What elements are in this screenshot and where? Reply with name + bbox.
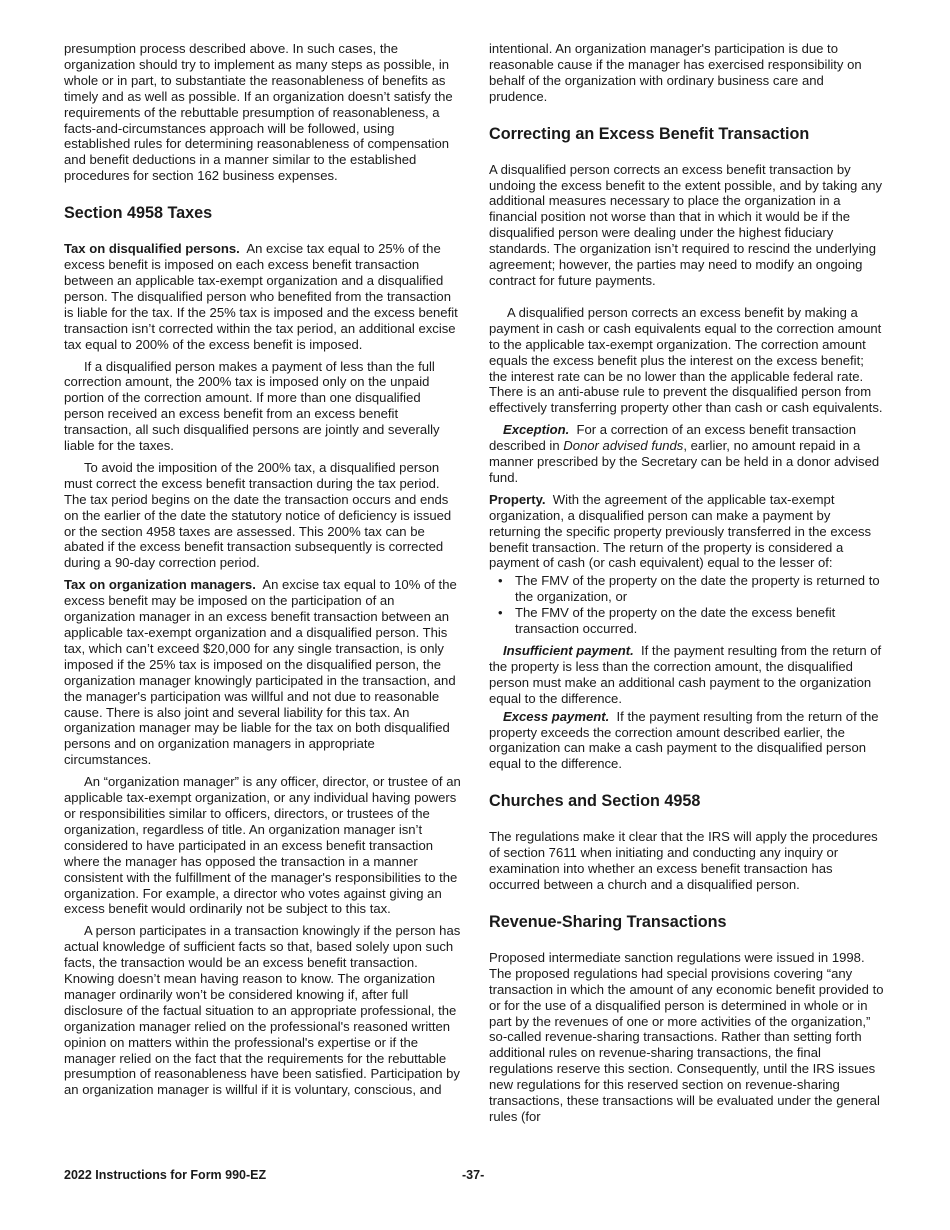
text-exception-1: For a correction of an excess benefit transaction described in <box>489 422 856 454</box>
runin-insufficient-payment: Insufficient payment. <box>503 643 634 658</box>
paragraph-exception <box>489 422 885 486</box>
bullet-icon: • <box>498 605 503 621</box>
paragraph-knowingly: A person participates in a transaction knowingly if the person has actual knowledge of sufficient facts so that, based solely upon such facts, the transaction would be an excess benefit transaction. Knowing doesn’t mean having reason to know. The organization manager ordinarily won’t be considered knowing if, after full disclosure of the factual situation to an appropriate professional, the organization manager relied on the professional's reasoned written opinion on matters within the professional's expertise or if the manager relied on the fact that the requirements for the rebuttable presumption of reasonableness have been satisfied. Participation by an organization manager is willful if it is voluntary, conscious, and <box>64 923 461 1098</box>
list-item <box>489 605 885 637</box>
property-bullet-list <box>489 573 885 637</box>
paragraph-churches: The regulations make it clear that the IRS will apply the procedures of section 7611 when initiating and conducting any inquiry or examination into whether an excess benefit transaction has occurred between a church and a disqualified person. <box>489 829 878 892</box>
paragraph-presumption: presumption process described above. In such cases, the organization should try to implement as many steps as possible, in whole or in part, to substantiate the reasonableness of benefits as timely and as well as possible. If an organization doesn’t satisfy the requirements of the rebuttable presumption of reasonableness, a facts-and-circumstances approach will be followed, using established rules for determining reasonableness of compensation and benefit deductions in a manner similar to the established procedures for section 162 business expenses. <box>64 41 453 184</box>
paragraph-insufficient-payment <box>489 643 885 707</box>
text-property: With the agreement of the applicable tax-exempt organization, a disqualified person can make a payment by returning the specific property previously transferred in the excess benefit transaction. The return of the property is considered a payment of cash (or cash equivalent) equal to the lesser of: <box>489 491 872 571</box>
paragraph-corrects-1: A disqualified person corrects an excess benefit transaction by undoing the excess benefit to the extent possible, and by taking any additional measures necessary to place the organization in a financial position not worse than that in which it would be if the disqualified person were dealing under the highest fiduciary standards. The organization isn’t required to rescind the underlying agreement; however, the parties may need to modify an ongoing contract for future payments. <box>489 161 883 288</box>
text-tax-managers: An excise tax equal to 10% of the excess benefit may be imposed on the participation of an organization manager in an excess benefit transaction between an applicable tax-exempt organization and a disqualified person. This tax, which can’t exceed $20,000 for any single transaction, is only imposed if the 25% tax is imposed on the disqualified person, the organization manager knowingly participated in the transaction, and the manager's participation was willful and not due to reasonable cause. There is also joint and several liability for this tax. An organization manager may be liable for the tax on both disqualified persons and on organization managers in appropriate circumstances. <box>64 577 457 768</box>
paragraph-property <box>489 492 885 572</box>
bullet-text: The FMV of the property on the date the excess benefit transaction occurred. <box>515 605 836 637</box>
text-tax-disqualified: An excise tax equal to 25% of the excess benefit is imposed on each excess benefit transaction between an applicable tax-exempt organization and a disqualified person. The disqualified person who benefited from the transaction is liable for the tax. If the 25% tax is imposed and the excess benefit transaction isn’t corrected within the tax period, an additional excise tax equal to 200% of the excess benefit is imposed. <box>64 241 458 352</box>
paragraph-avoid-tax: To avoid the imposition of the 200% tax, a disqualified person must correct the excess benefit transaction during the tax period. The tax period begins on the date the transaction occurs and ends on the earlier of the date the statutory notice of deficiency is issued or the section 4958 taxes are assessed. This 200% tax can be abated if the excess benefit transaction subsequently is corrected during a 90-day correction period. <box>64 459 452 571</box>
heading-revenue-sharing: Revenue-Sharing Transactions <box>489 912 727 931</box>
heading-correcting: Correcting an Excess Benefit Transaction <box>489 124 810 143</box>
runin-tax-managers: Tax on organization managers. <box>64 577 256 593</box>
paragraph-org-manager-definition: An “organization manager” is any officer, director, or trustee of an applicable tax-exempt organization, or any individual having powers or responsibilities similar to officers, directors, or trustees of the organization, regardless of title. An organization manager isn’t considered to have participated in an excess benefit transaction where the manager has opposed the transaction in a manner consistent with the fulfillment of the manager's responsibilities to the organization. For example, a director who votes against giving an excess benefit would ordinarily not be subject to this tax. <box>64 774 461 917</box>
page-number: -37- <box>462 1168 485 1182</box>
bullet-icon: • <box>498 573 503 589</box>
text-excess-payment: If the payment resulting from the return of the property exceeds the correction amount described earlier, the organization can make a cash payment to the disqualified person equal to the difference. <box>489 708 879 772</box>
runin-excess-payment: Excess payment. <box>503 708 610 724</box>
paragraph-revenue-sharing: Proposed intermediate sanction regulations were issued in 1998. The proposed regulations had special provisions covering “any transaction in which the amount of any economic benefit provided to or for the use of a disqualified person is determined in whole or in part by the revenues of one or more activities of the organization,” so-called revenue-sharing transactions. Rather than setting forth additional rules on revenue-sharing transactions, the final regulations reserve this section. Consequently, until the IRS issues new regulations for this reserved section on revenue-sharing transactions, these transactions will be evaluated under the general rules (for <box>489 949 884 1124</box>
paragraph-full-correction: If a disqualified person makes a payment of less than the full correction amount, the 200% tax is imposed only on the unpaid portion of the correction amount. If more than one disqualified person received an excess benefit from an excess benefit transaction, all such disqualified persons are jointly and severally liable for the taxes. <box>64 358 440 454</box>
runin-property: Property. <box>489 491 546 507</box>
footer-title: 2022 Instructions for Form 990-EZ <box>64 1168 267 1182</box>
list-item <box>489 573 885 605</box>
text-exception-2: , earlier, no amount repaid in a manner prescribed by the Secretary can be held in a donor advised fund. <box>489 438 880 485</box>
text-insufficient-payment: If the payment resulting from the return of the property is less than the correction amount, the disqualified person must make an additional cash payment to the organization equal to the difference. <box>489 643 882 706</box>
paragraph-corrects-2: A disqualified person corrects an excess benefit by making a payment in cash or cash equivalents equal to the correction amount to the applicable tax-exempt organization. The correction amount equals the excess benefit plus the interest on the excess benefit; the interest rate can be no lower than the applicable federal rate. There is an anti-abuse rule to prevent the disqualified person from effectively transferring property other than cash or cash equivalents. <box>489 304 883 416</box>
paragraph-excess-payment <box>489 709 885 773</box>
heading-churches: Churches and Section 4958 <box>489 792 701 811</box>
paragraph-tax-managers <box>64 577 462 768</box>
runin-exception: Exception. <box>503 422 570 438</box>
paragraph-tax-disqualified <box>64 241 462 352</box>
left-column <box>64 41 462 1104</box>
ref-donor-advised-funds: Donor advised funds <box>563 438 684 454</box>
paragraph-intentional: intentional. An organization manager's participation is due to reasonable cause if the manager has exercised responsibility on behalf of the organization with ordinary business care and prudence. <box>489 41 862 104</box>
right-column <box>489 41 885 1131</box>
bullet-text: The FMV of the property on the date the property is returned to the organization, or <box>515 573 880 605</box>
heading-section-4958-taxes: Section 4958 Taxes <box>64 204 213 223</box>
runin-tax-disqualified: Tax on disqualified persons. <box>64 241 240 257</box>
